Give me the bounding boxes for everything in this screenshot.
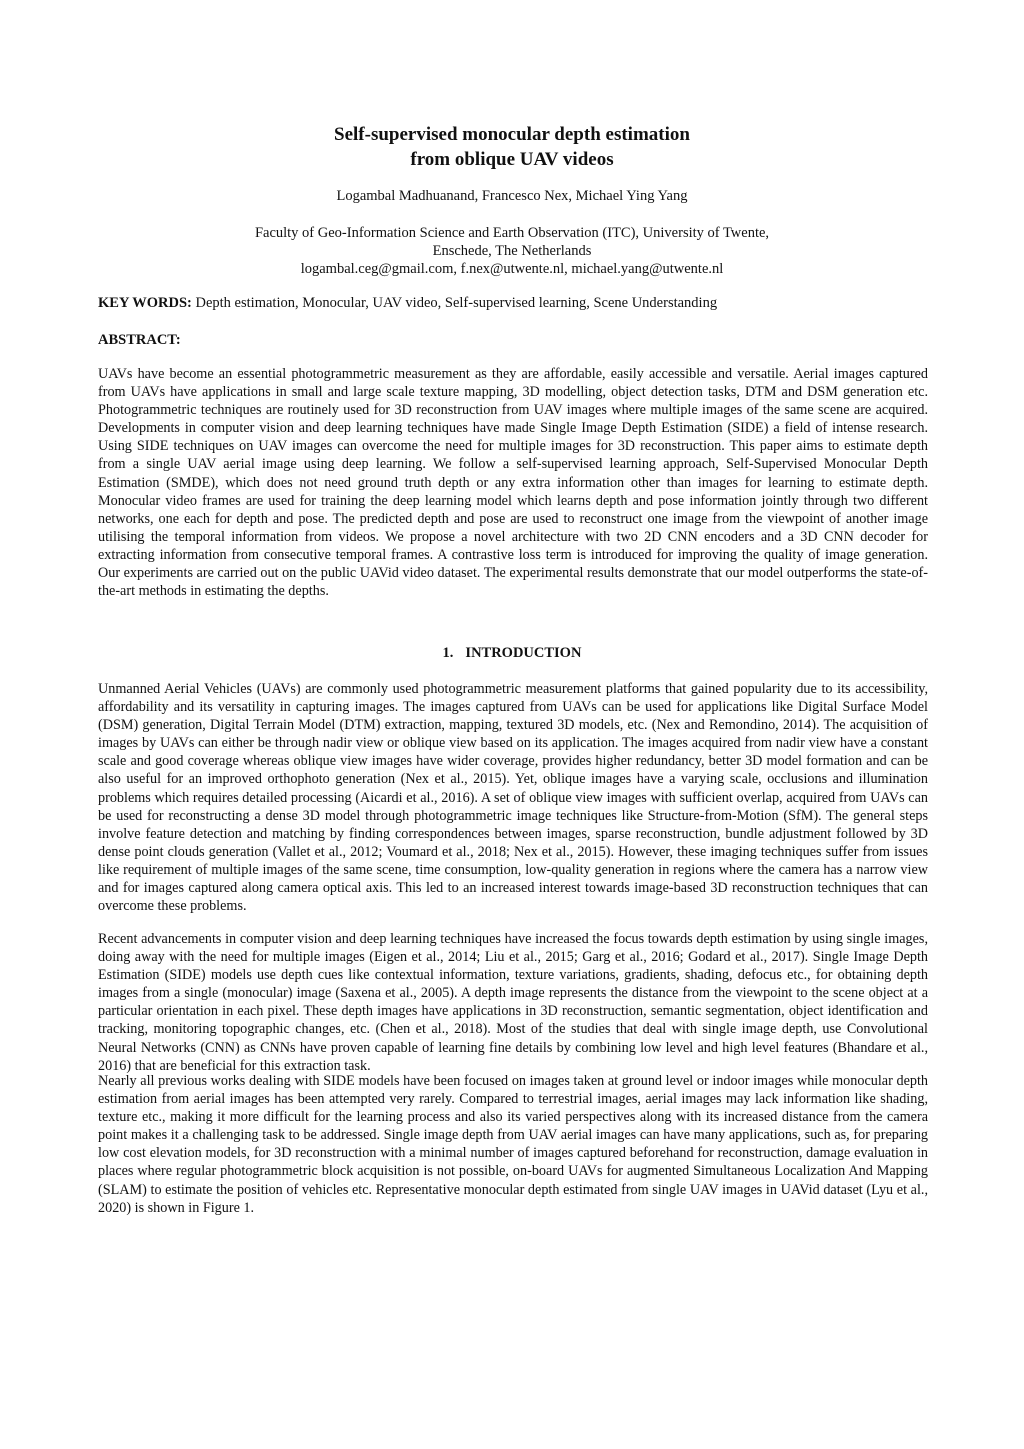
section-title: INTRODUCTION	[465, 645, 582, 661]
author-emails: logambal.ceg@gmail.com, f.nex@utwente.nl, michael.yang@utwente.nl	[300, 261, 724, 277]
section-heading-introduction	[0, 644, 1024, 662]
keywords-line	[98, 294, 928, 312]
affiliation-line-2: Enschede, The Netherlands	[432, 243, 592, 259]
affiliation-line-1: Faculty of Geo-Information Science and Earth Observation (ITC), University of Twente,	[254, 225, 770, 241]
title-line-2: from oblique UAV videos	[410, 149, 614, 170]
keywords-label: KEY WORDS:	[98, 295, 192, 311]
abstract-text: UAVs have become an essential photogrammetric measurement as they are affordable, easily accessible and versatile. Aerial images captured from UAVs have applications in small and large scale texture mapping, 3D modelling, object detection tasks, DTM and DSM generation etc. Photogrammetric techniques are routinely used for 3D reconstruction from UAV images where multiple images of the same scene are acquired. Developments in computer vision and deep learning techniques have made Single Image Depth Estimation (SIDE) a field of intense research. Using SIDE techniques on UAV images can overcome the need for multiple images for 3D reconstruction. This paper aims to estimate depth from a single UAV aerial image using deep learning. We follow a self-supervised learning approach, Self-Supervised Monocular Depth Estimation (SMDE), which does not need ground truth depth or any extra information other than images for learning to estimate depth. Monocular video frames are used for training the deep learning model which learns depth and pose information jointly through two different networks, one each for depth and pose. The predicted depth and pose are used to reconstruct one image from the viewpoint of another image utilising the temporal information from videos. We propose a novel architecture with two 2D CNN encoders and a 3D CNN decoder for extracting information from consecutive temporal frames. A contrastive loss term is introduced for improving the quality of image generation. Our experiments are carried out on the public UAVid video dataset. The experimental results demonstrate that our model outperforms the state-of-the-art methods in estimating the depths.	[98, 366, 928, 600]
affiliation-block	[0, 224, 1024, 278]
author-list: Logambal Madhuanand, Francesco Nex, Michael Ying Yang	[336, 188, 688, 204]
paper-title	[0, 122, 1024, 172]
intro-paragraph-2: Recent advancements in computer vision and deep learning techniques have increased the focus towards depth estimation by using single images, doing away with the need for multiple images (Eigen et al., 2014; Liu et al., 2015; Garg et al., 2016; Godard et al., 2017). Single Image Depth Estimation (SIDE) models use depth cues like contextual information, texture variations, gradients, shading, defocus etc., for obtaining depth images from a single (monocular) image (Saxena et al., 2005). A depth image represents the distance from the viewpoint to the scene object at a particular orientation in each pixel. These depth images have applications in 3D reconstruction, semantic segmentation, object identification and tracking, monitoring topographic changes, etc. (Chen et al., 2018). Most of the studies that deal with single image depth, use Convolutional Neural Networks (CNN) as CNNs have proven capable of learning fine details by combining low level and high level features (Bhandare et al., 2016) that are beneficial for this extraction task.	[98, 931, 928, 1074]
abstract-heading: ABSTRACT:	[98, 332, 181, 348]
section-number: 1.	[442, 645, 454, 661]
intro-paragraph-1: Unmanned Aerial Vehicles (UAVs) are commonly used photogrammetric measurement platforms that gained popularity due to its accessibility, affordability and its versatility in capturing images. The images captured from UAVs can be used for applications like Digital Surface Model (DSM) generation, Digital Terrain Model (DTM) extraction, mapping, textured 3D models, etc. (Nex and Remondino, 2014). The acquisition of images by UAVs can either be through nadir view or oblique view based on its application. The images acquired from nadir view have a constant scale and good coverage whereas oblique view images have wider coverage, provides higher redundancy, better 3D model formation and can be also useful for an improved orthophoto generation (Nex et al., 2015). Yet, oblique images have a varying scale, occlusions and illumination problems which requires detailed processing (Aicardi et al., 2016). A set of oblique view images with sufficient overlap, acquired from UAVs can be used for reconstructing a dense 3D model through photogrammetric image techniques like Structure-from-Motion (SfM). The general steps involve feature detection and matching by finding correspondences between images, sparse reconstruction, bundle adjustment followed by 3D dense point clouds generation (Vallet et al., 2012; Voumard et al., 2018; Nex et al., 2015). However, these imaging techniques suffer from issues like requirement of multiple images of the same scene, time consumption, low-quality generation in regions where the camera has a narrow view and for images captured along camera optical axis. This led to an increased interest towards image-based 3D reconstruction techniques that can overcome these problems.	[98, 681, 928, 915]
title-line-1: Self-supervised monocular depth estimation	[334, 124, 690, 145]
keywords-text: Depth estimation, Monocular, UAV video, Self-supervised learning, Scene Understanding	[195, 295, 718, 311]
intro-paragraph-3: Nearly all previous works dealing with SIDE models have been focused on images taken at ground level or indoor images while monocular depth estimation from aerial images has been attempted very rarely. Compared to terrestrial images, aerial images may lack information like shading, texture etc., making it more difficult for the learning process and also its varied perspectives along with its increased distance from the camera point makes it a challenging task to be addressed. Single image depth from UAV aerial images can have many applications, such as, for preparing low cost elevation models, for 3D reconstruction with a minimal number of images captured beforehand for reconstruction, damage evaluation in places where regular photogrammetric block acquisition is not possible, on-board UAVs for augmented Simultaneous Localization And Mapping (SLAM) to estimate the position of vehicles etc. Representative monocular depth estimated from single UAV images in UAVid dataset (Lyu et al., 2020) is shown in Figure 1.	[98, 1073, 928, 1216]
